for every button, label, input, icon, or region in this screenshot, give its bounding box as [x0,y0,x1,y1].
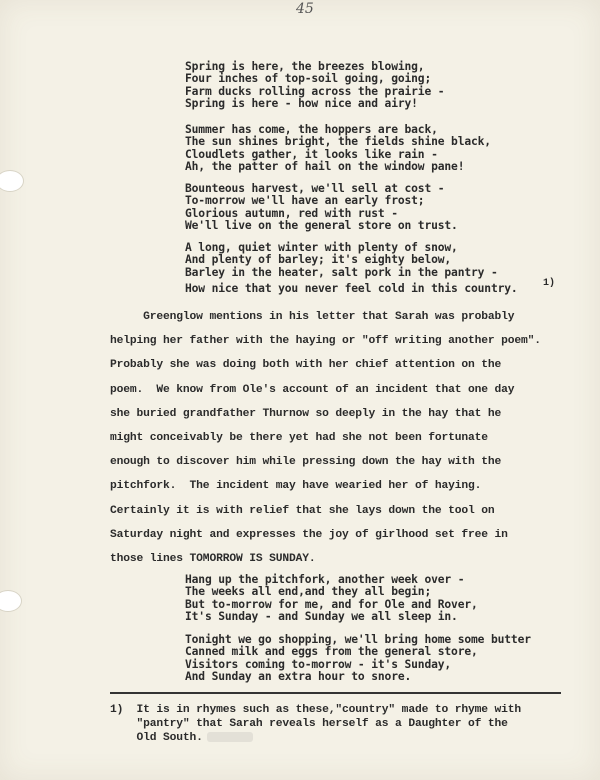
prose-line: Greenglow mentions in his letter that Sarah was probably [110,311,515,323]
prose-line: Saturday night and expresses the joy of girlhood set free in [110,528,508,541]
poem-stanza [185,183,458,232]
stanza-line: We'll live on the general store on trust. [185,218,458,232]
footnote-divider [110,692,561,694]
prose-line: Probably she was doing both with her chief attention on the [110,359,502,372]
stanza-line: Farm ducks rolling across the prairie - [185,84,445,98]
footnote-line: 1) It is in rhymes such as these,"country" made to rhyme with [110,704,522,716]
stanza-line: A long, quiet winter with plenty of snow, [185,241,458,254]
punch-hole [0,590,22,612]
prose-line: those lines TOMORROW IS SUNDAY. [110,553,316,566]
prose-line: might conceivably be there yet had she not been fortunate [110,432,488,445]
stanza-line: The weeks all end,and they all begin; [185,585,432,599]
stanza-line: How nice that you never feel cold in this country. [185,281,518,295]
pencil-smudge [207,732,253,742]
poem-stanza [185,241,556,297]
stanza-line: The sun shines bright, the fields shine black, [185,135,491,149]
stanza-line: Cloudlets gather, it looks like rain - [185,147,438,161]
stanza-line: And Sunday an extra hour to snore. [185,669,412,683]
stanza-line: Canned milk and eggs from the general store, [185,645,478,659]
prose-line: she buried grandfather Thurnow so deeply in the hay that he [110,407,502,420]
poem-stanza [185,574,478,623]
prose-line: enough to discover him while pressing down the hay with the [110,456,502,469]
prose-line: Certainly it is with relief that she lays down the tool on [110,504,495,517]
prose-paragraph [110,305,580,571]
prose-line: poem. We know from Ole's account of an incident that one day [110,383,515,396]
poem-stanza [185,634,531,683]
poem-stanza [185,124,491,173]
stanza-line: Bounteous harvest, we'll sell at cost - [185,182,445,195]
prose-line: pitchfork. The incident may have wearied her of haying. [110,480,482,493]
stanza-line: To-morrow we'll have an early frost; [185,194,425,208]
stanza-line: Visitors coming to-morrow - it's Sunday, [185,657,452,671]
stanza-line: Ah, the patter of hail on the window pane! [185,159,465,173]
prose-line: helping her father with the haying or "off writing another poem". [110,335,541,348]
poem-stanza [185,61,444,110]
stanza-line: Spring is here - how nice and airy! [185,96,418,110]
stanza-line: Barley in the heater, salt pork in the pantry - [185,265,498,279]
stanza-line: Four inches of top-soil going, going; [185,72,432,86]
stanza-line: Summer has come, the hoppers are back, [185,123,438,136]
footnote-line: "pantry" that Sarah reveals herself as a Daughter of the [110,718,508,730]
stanza-line: But to-morrow for me, and for Ole and Rover, [185,597,478,611]
footnote-marker: 1) [543,277,556,289]
stanza-line: Hang up the pitchfork, another week over - [185,573,465,586]
footnote-line: Old South. [110,732,203,744]
punch-hole [0,170,24,192]
stanza-line: It's Sunday - and Sunday we all sleep in. [185,609,458,623]
stanza-line: Tonight we go shopping, we'll bring home some butter [185,633,531,646]
page-number: 45 [296,1,314,17]
stanza-line: And plenty of barley; it's eighty below, [185,253,452,267]
stanza-line: Spring is here, the breezes blowing, [185,60,425,73]
footnote [110,703,580,745]
stanza-line: Glorious autumn, red with rust - [185,206,398,220]
